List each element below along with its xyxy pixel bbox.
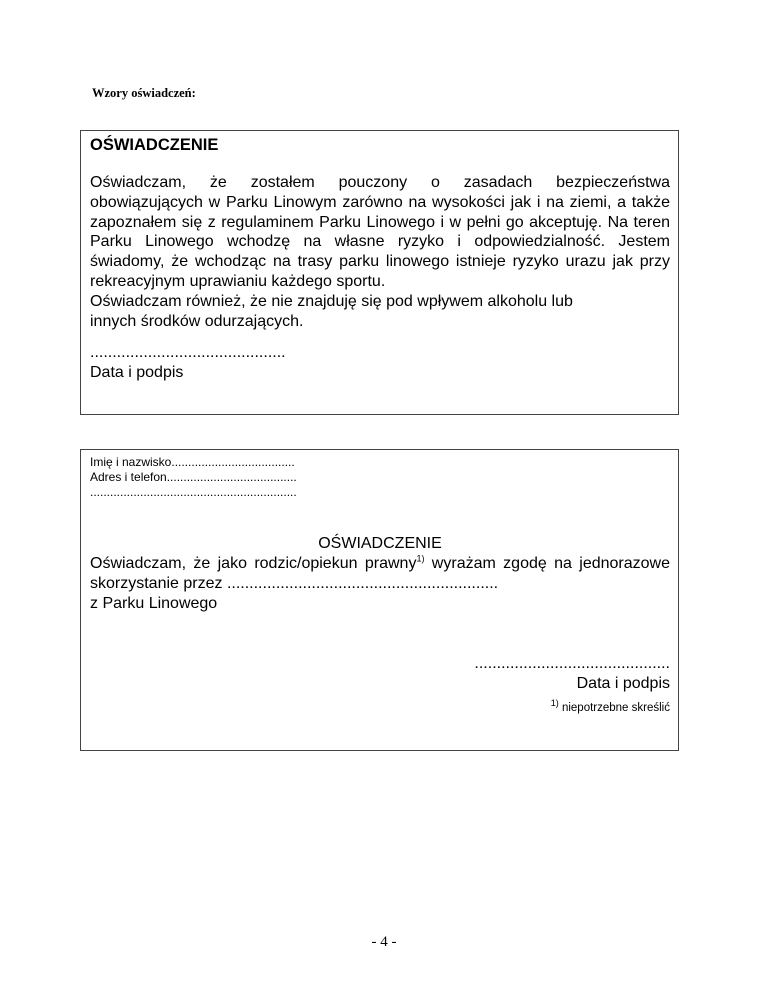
page-number: - 4 - xyxy=(371,934,397,950)
guardian-signature-label: Data i podpis xyxy=(576,675,670,692)
declaration-box-guardian xyxy=(80,449,679,751)
declaration-alcohol-line-2: innych środków odurzających. xyxy=(90,312,304,330)
blank-field: .............................................................. xyxy=(90,485,297,499)
section-heading: Wzory oświadczeń: xyxy=(92,86,196,100)
guardian-text-start: Oświadczam, że jako rodzic/opiekun prawny xyxy=(90,555,417,572)
footnote-mark: 1) xyxy=(550,698,559,709)
declaration-box-adult xyxy=(80,130,679,415)
footnote-text: niepotrzebne skreślić xyxy=(558,702,670,714)
guardian-signature-dots: ............................................ xyxy=(474,655,670,672)
signature-label: Data i podpis xyxy=(90,364,184,382)
footnote-reference: 1) xyxy=(416,553,425,564)
declaration-title: OŚWIADCZENIE xyxy=(90,136,219,154)
guardian-text-park: z Parku Linowego xyxy=(90,595,218,612)
footnote xyxy=(90,698,670,714)
guardian-text-rest: wyrażam zgodę na jednorazowe skorzystanie przez ............................................................. xyxy=(90,555,670,592)
signature-dots: ............................................ xyxy=(90,344,286,362)
guardian-declaration-text xyxy=(90,554,670,594)
address-phone-field: Adres i telefon....................................... xyxy=(90,470,297,484)
declaration-paragraph: Oświadczam, że zostałem pouczony o zasadach bezpieczeństwa obowiązujących w Parku Linowym zarówno na wysokości jak i na ziemi, a także zapoznałem się z regulaminem Parku Linowego i w pełni go akceptuję. Na teren Parku Linowego wchodzę na własne ryzyko i odpowiedzialność. Jestem świadomy, że wchodząc na trasy parku linowego istnieje ryzyko urazu jak przy rekreacyjnym uprawianiu każdego sportu. xyxy=(90,174,670,290)
name-field: Imię i nazwisko..................................... xyxy=(90,455,295,469)
declaration-alcohol-line-1: Oświadczam również, że nie znajduję się pod wpływem alkoholu lub xyxy=(90,292,573,310)
guardian-declaration-title: OŚWIADCZENIE xyxy=(318,535,442,552)
